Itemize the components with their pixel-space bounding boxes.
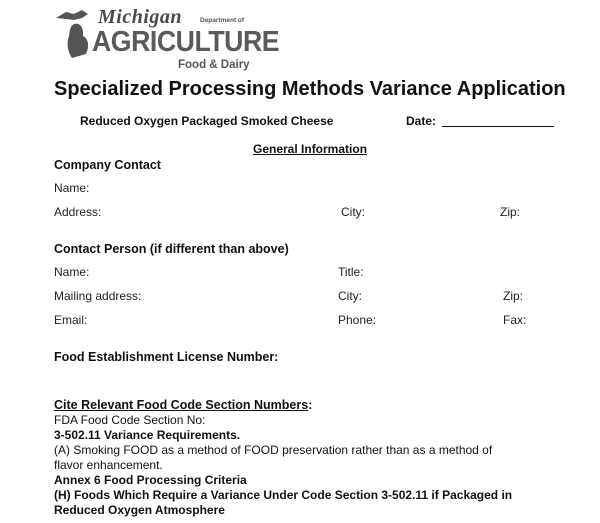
general-information-heading: General Information (253, 142, 368, 156)
contact-name-label: Name: (54, 265, 90, 279)
annex-heading: Annex 6 Food Processing Criteria (54, 473, 247, 487)
food-code-heading-colon: : (308, 398, 313, 412)
fax-label: Fax: (503, 313, 527, 327)
email-label: Email: (54, 313, 88, 327)
company-zip-label: Zip: (500, 205, 521, 219)
license-number-label: Food Establishment License Number: (54, 350, 279, 364)
date-label: Date: (406, 114, 437, 128)
company-address-label: Address: (54, 205, 102, 219)
mailing-address-label: Mailing address: (54, 289, 142, 303)
food-code-heading (54, 398, 312, 412)
subtitle: Reduced Oxygen Packaged Smoked Cheese (80, 114, 334, 128)
contact-city-label: City: (338, 289, 362, 303)
michigan-state-outline-icon (52, 8, 96, 60)
page-title: Specialized Processing Methods Variance Application (54, 78, 566, 100)
item-a-line-2: flavor enhancement. (54, 458, 163, 472)
item-h-line-2: Reduced Oxygen Atmosphere (54, 503, 225, 517)
logo-michigan-text: Michigan (98, 6, 183, 28)
logo-agriculture-text: AGRICULTURE (92, 26, 280, 58)
variance-requirements-heading: 3-502.11 Variance Requirements. (54, 428, 241, 442)
food-code-heading-text: Cite Relevant Food Code Section Numbers (54, 398, 309, 412)
company-contact-heading: Company Contact (54, 158, 161, 172)
contact-title-label: Title: (338, 265, 364, 279)
contact-zip-label: Zip: (503, 289, 524, 303)
fda-section-label: FDA Food Code Section No: (54, 413, 206, 427)
item-a-line-1: (A) Smoking FOOD as a method of FOOD preservation rather than as a method of (54, 443, 493, 457)
contact-person-heading: Contact Person (if different than above) (54, 242, 289, 256)
item-h-line-1: (H) Foods Which Require a Variance Under Code Section 3-502.11 if Packaged in (54, 488, 513, 502)
company-name-label: Name: (54, 181, 90, 195)
phone-label: Phone: (338, 313, 377, 327)
company-city-label: City: (341, 205, 365, 219)
logo-food-dairy-text: Food & Dairy (178, 59, 250, 71)
date-field[interactable] (442, 126, 554, 127)
logo-department-text: Department of (200, 17, 245, 24)
